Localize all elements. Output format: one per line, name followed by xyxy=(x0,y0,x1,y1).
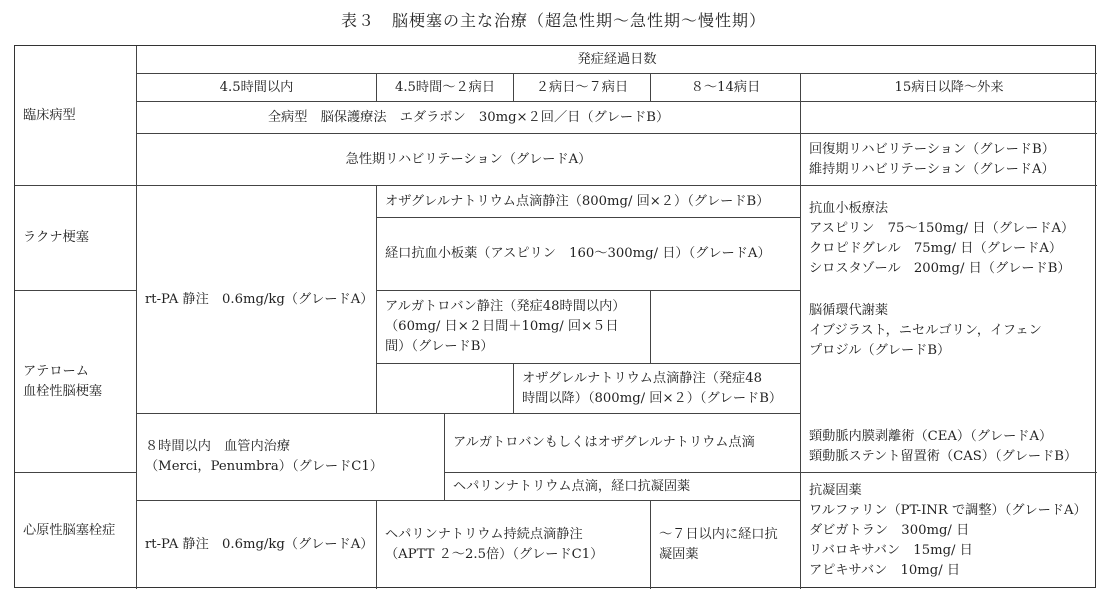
oral-antiplatelet: 経口抗血小板薬（アスピリン 160～300mg/ 日）（グレードA） xyxy=(377,218,801,291)
antiplatelet-line: アスピリン 75～150mg/ 日（グレードA） xyxy=(809,220,1075,236)
carotid-line: 頸動脈内膜剥離術（CEA）（グレードA） xyxy=(809,428,1053,444)
anticoag-line: ダビガトラン 300mg/ 日 xyxy=(809,523,970,538)
type-line: アテローム xyxy=(23,363,89,379)
brain-protection-therapy: 全病型 脳保護療法 エダラボン 30mg×２回／日（グレードB） xyxy=(137,102,801,134)
argatroban-line: アルガトロバン静注（発症48時間以内） xyxy=(385,299,626,314)
heparin-line: ヘパリンナトリウム持続点滴静注 xyxy=(385,527,583,542)
table-title: 表３ 脳梗塞の主な治療（超急性期～急性期～慢性期） xyxy=(340,11,766,30)
ozagrel-line: オザグレルナトリウム点滴静注（発症48 xyxy=(522,370,762,386)
antiplatelet-line: 抗血小板療法 xyxy=(809,200,889,216)
brain-metabolism-drugs xyxy=(801,291,1097,421)
anticoagulant-therapy xyxy=(801,473,1097,589)
carotid-line: 頸動脈ステント留置術（CAS）（グレードB） xyxy=(809,448,1078,464)
heparin-line: （APTT ２～2.5倍）（グレードC1） xyxy=(385,547,604,562)
period-3: ８～14病日 xyxy=(651,74,801,102)
chronic-rehab-line: 回復期リハビリテーション（グレードB） xyxy=(809,141,1055,157)
type-atherothrombotic xyxy=(15,291,137,473)
header-days-elapsed: 発症経過日数 xyxy=(137,46,1097,74)
endovascular-line: ８時間以内 血管内治療 xyxy=(145,439,291,454)
chronic-rehabilitation xyxy=(801,134,1097,186)
oral-anticoag-line: 凝固薬 xyxy=(659,547,699,562)
empty-cell xyxy=(801,102,1097,134)
acute-rehabilitation: 急性期リハビリテーション（グレードA） xyxy=(137,134,801,186)
anticoag-line: リバロキサバン 15mg/ 日 xyxy=(809,543,973,558)
argatroban-infusion xyxy=(377,291,651,364)
anticoag-line: ワルファリン（PT-INR で調整）（グレードA） xyxy=(809,503,1087,518)
type-line: 血栓性脳梗塞 xyxy=(23,383,103,399)
metabolism-line: プロジル（グレードB） xyxy=(809,343,951,358)
rtpa-therapy: rt-PA 静注 0.6mg/kg（グレードA） xyxy=(137,186,377,414)
period-0: 4.5時間以内 xyxy=(137,74,377,102)
carotid-procedures xyxy=(801,421,1097,473)
antiplatelet-line: クロピドグレル 75mg/ 日（グレードA） xyxy=(809,240,1063,256)
antiplatelet-therapy xyxy=(801,186,1097,291)
heparin-anticoagulant: ヘパリンナトリウム点滴，経口抗凝固薬 xyxy=(445,473,801,501)
type-cardioembolic: 心原性脳塞栓症 xyxy=(15,473,137,589)
period-4: 15病日以降～外来 xyxy=(801,74,1097,102)
endovascular-treatment xyxy=(137,414,445,501)
ozagrel-late-infusion xyxy=(514,364,801,414)
ozagrel-line: 時間以降）（800mg/ 回×２）（グレードB） xyxy=(522,390,783,406)
header-clinical-type: 臨床病型 xyxy=(15,46,137,186)
anticoag-line: 抗凝固薬 xyxy=(809,483,862,498)
oral-anticoag-within-7-days xyxy=(651,501,801,589)
empty-cell xyxy=(377,364,514,414)
empty-cell xyxy=(651,291,801,364)
metabolism-line: イブジラスト，ニセルゴリン，イフェン xyxy=(809,323,1042,338)
ozagrel-infusion: オザグレルナトリウム点滴静注（800mg/ 回×２）（グレードB） xyxy=(377,186,801,218)
period-1: 4.5時間～２病日 xyxy=(377,74,514,102)
endovascular-line: （Merci，Penumbra）（グレードC1） xyxy=(145,459,383,474)
rtpa-therapy-cardioembolic: rt-PA 静注 0.6mg/kg（グレードA） xyxy=(137,501,377,589)
argatroban-line: 間）（グレードB） xyxy=(385,339,494,354)
period-2: ２病日～７病日 xyxy=(514,74,651,102)
anticoag-line: アピキサバン 10mg/ 日 xyxy=(809,563,961,578)
chronic-rehab-line: 維持期リハビリテーション（グレードA） xyxy=(809,161,1055,177)
metabolism-line: 脳循環代謝薬 xyxy=(809,303,889,318)
argatroban-or-ozagrel: アルガトロバンもしくはオザグレルナトリウム点滴 xyxy=(445,414,801,473)
treatment-table xyxy=(14,45,1096,588)
oral-anticoag-line: ～７日以内に経口抗 xyxy=(659,527,778,542)
argatroban-line: （60mg/ 日×２日間＋10mg/ 回×５日 xyxy=(385,319,619,334)
antiplatelet-line: シロスタゾール 200mg/ 日（グレードB） xyxy=(809,260,1071,276)
type-lacunar: ラクナ梗塞 xyxy=(15,186,137,291)
heparin-continuous-infusion xyxy=(377,501,651,589)
